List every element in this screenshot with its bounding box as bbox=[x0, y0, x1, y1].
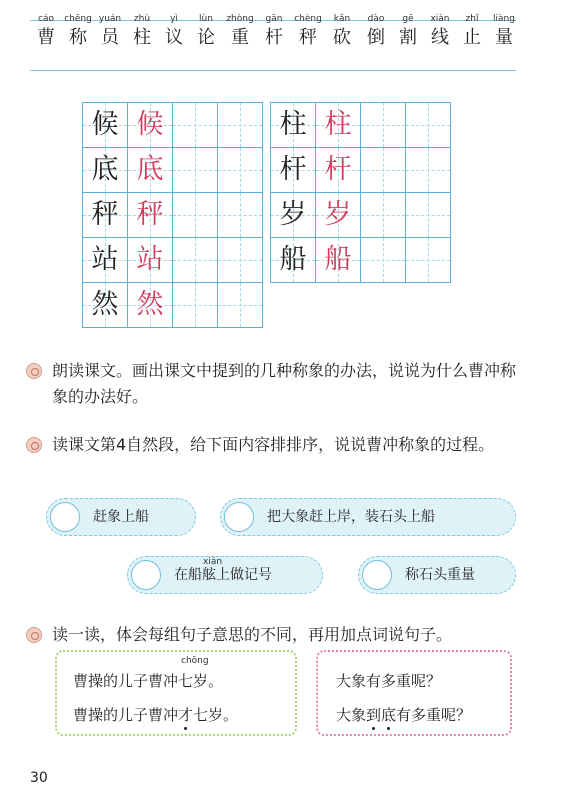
order-answer-circle[interactable] bbox=[362, 560, 392, 590]
grid-guide bbox=[361, 125, 405, 126]
vocab-item: lùn 论 bbox=[197, 14, 215, 48]
vocab-item: dào 倒 bbox=[367, 14, 385, 48]
grid-cell bbox=[217, 237, 263, 283]
page-number: 30 bbox=[30, 770, 48, 786]
grid-cell bbox=[315, 192, 361, 238]
grid-cell bbox=[217, 282, 263, 328]
vocab-item: chēng 称 bbox=[64, 14, 92, 48]
dotted-word-di: 底 bbox=[381, 706, 397, 724]
grid-cell bbox=[82, 282, 128, 328]
bullet-icon bbox=[26, 363, 42, 379]
grid-cell bbox=[315, 102, 361, 148]
grid-guide bbox=[173, 260, 217, 261]
model-character: 站 bbox=[91, 244, 119, 275]
grid-guide bbox=[361, 215, 405, 216]
grid-cell bbox=[127, 192, 173, 238]
trace-character: 柱 bbox=[324, 109, 352, 140]
task-2 bbox=[26, 432, 526, 458]
ruby-chong: chōng bbox=[181, 656, 209, 666]
vocab-item: liàng 量 bbox=[493, 14, 515, 48]
grid-cell bbox=[315, 237, 361, 283]
grid-guide bbox=[406, 170, 450, 171]
grid-cell bbox=[217, 192, 263, 238]
vocab-item: zhǐ 止 bbox=[463, 14, 481, 48]
grid-cell bbox=[172, 192, 218, 238]
grid-cell bbox=[360, 102, 406, 148]
model-character: 候 bbox=[91, 109, 119, 140]
grid-cell bbox=[82, 192, 128, 238]
grid-cell bbox=[172, 147, 218, 193]
grid-cell bbox=[82, 102, 128, 148]
model-character: 岁 bbox=[279, 199, 307, 230]
sentence-right-1: 大象有多重呢？ bbox=[336, 672, 442, 690]
vocab-item: yì 议 bbox=[165, 14, 183, 48]
order-answer-circle[interactable] bbox=[50, 502, 80, 532]
grid-guide bbox=[173, 170, 217, 171]
grid-cell bbox=[405, 192, 451, 238]
dotted-word-cai: 才 bbox=[178, 706, 194, 724]
vocab-item: kǎn 砍 bbox=[333, 14, 351, 48]
trace-character: 岁 bbox=[324, 199, 352, 230]
grid-cell bbox=[172, 237, 218, 283]
grid-cell bbox=[82, 237, 128, 283]
grid-guide bbox=[406, 215, 450, 216]
grid-cell bbox=[360, 147, 406, 193]
grid-guide bbox=[361, 260, 405, 261]
grid-cell bbox=[315, 147, 361, 193]
grid-cell bbox=[127, 282, 173, 328]
order-item-c: 在船舷上做记号 xián bbox=[127, 556, 323, 594]
grid-guide bbox=[218, 305, 262, 306]
grid-cell bbox=[217, 102, 263, 148]
grid-guide bbox=[361, 170, 405, 171]
grid-cell bbox=[127, 237, 173, 283]
task-3 bbox=[26, 622, 526, 648]
trace-character: 底 bbox=[136, 154, 164, 185]
grid-guide bbox=[218, 170, 262, 171]
model-character: 杆 bbox=[279, 154, 307, 185]
grid-cell bbox=[270, 147, 316, 193]
grid-cell bbox=[270, 102, 316, 148]
sentence-box-right bbox=[316, 650, 512, 736]
grid-guide bbox=[173, 215, 217, 216]
grid-guide bbox=[173, 125, 217, 126]
vocab-item: yuán 员 bbox=[98, 14, 122, 48]
grid-guide bbox=[173, 305, 217, 306]
trace-character: 然 bbox=[136, 289, 164, 320]
sentence-box-left bbox=[55, 650, 297, 736]
model-character: 船 bbox=[279, 244, 307, 275]
order-item-b: 把大象赶上岸，装石头上船 bbox=[220, 498, 516, 536]
grid-cell bbox=[270, 192, 316, 238]
grid-cell bbox=[360, 237, 406, 283]
trace-character: 候 bbox=[136, 109, 164, 140]
trace-character: 站 bbox=[136, 244, 164, 275]
grid-cell bbox=[82, 147, 128, 193]
vocab-item: cáo 曹 bbox=[37, 14, 55, 48]
bullet-icon bbox=[26, 437, 42, 453]
grid-cell bbox=[172, 102, 218, 148]
sentence-right-2: 大象到底有多重呢？ bbox=[336, 706, 472, 724]
order-answer-circle[interactable] bbox=[224, 502, 254, 532]
grid-cell bbox=[405, 147, 451, 193]
grid-cell bbox=[127, 102, 173, 148]
grid-guide bbox=[406, 260, 450, 261]
model-character: 底 bbox=[91, 154, 119, 185]
sentence-left-1: 曹操的儿子曹冲七岁。 bbox=[73, 672, 224, 690]
grid-cell bbox=[217, 147, 263, 193]
grid-guide bbox=[218, 260, 262, 261]
vocab-item: gān 杆 bbox=[265, 14, 283, 48]
order-item-a: 赶象上船 bbox=[46, 498, 196, 536]
task-2-text: 读课文第4自然段，给下面内容排排序，说说曹冲称象的过程。 bbox=[52, 435, 495, 454]
bullet-icon bbox=[26, 627, 42, 643]
grid-cell bbox=[127, 147, 173, 193]
ruby-xian: xián bbox=[203, 557, 223, 567]
vocab-item: chèng 秤 bbox=[294, 14, 322, 48]
trace-character: 秤 bbox=[136, 199, 164, 230]
task-1-text: 朗读课文。画出课文中提到的几种称象的办法，说说为什么曹冲称象的办法好。 bbox=[52, 361, 517, 406]
grid-guide bbox=[218, 215, 262, 216]
grid-cell bbox=[172, 282, 218, 328]
grid-cell bbox=[270, 237, 316, 283]
grid-guide bbox=[406, 125, 450, 126]
order-answer-circle[interactable] bbox=[131, 560, 161, 590]
vocab-item: xiàn 线 bbox=[430, 14, 450, 48]
model-character: 然 bbox=[91, 289, 119, 320]
vocab-item: zhòng 重 bbox=[226, 14, 254, 48]
order-item-d: 称石头重量 bbox=[358, 556, 516, 594]
dotted-word-dao: 到 bbox=[366, 706, 382, 724]
grid-cell bbox=[405, 102, 451, 148]
grid-guide bbox=[218, 125, 262, 126]
trace-character: 杆 bbox=[324, 154, 352, 185]
vocab-bottom-line bbox=[30, 70, 516, 71]
task-3-text: 读一读，体会每组句子意思的不同，再用加点词说句子。 bbox=[52, 625, 453, 644]
sentence-left-2: 曹操的儿子曹冲才七岁。 bbox=[73, 706, 239, 724]
trace-character: 船 bbox=[324, 244, 352, 275]
grid-cell bbox=[405, 237, 451, 283]
task-1 bbox=[26, 358, 526, 410]
vocab-item: gē 割 bbox=[399, 14, 417, 48]
vocab-item: zhù 柱 bbox=[133, 14, 151, 48]
model-character: 柱 bbox=[279, 109, 307, 140]
grid-cell bbox=[360, 192, 406, 238]
model-character: 秤 bbox=[91, 199, 119, 230]
